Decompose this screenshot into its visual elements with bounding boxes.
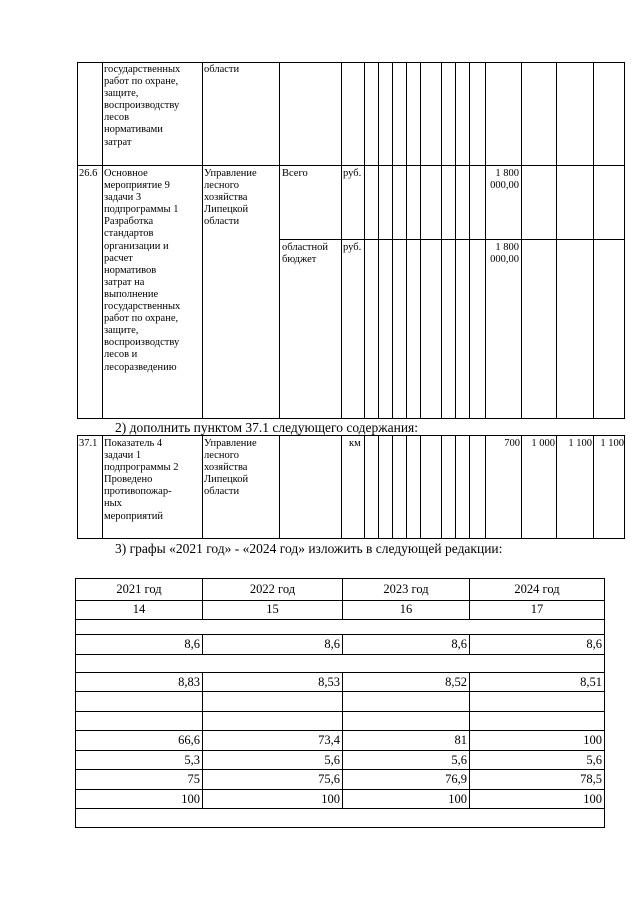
table-cell: 8,83: [178, 675, 200, 689]
table-cell: 8,6: [324, 637, 340, 651]
table-cell: 5,6: [586, 753, 602, 767]
table-cell: 75: [187, 772, 200, 786]
header-2023: 2023 год: [383, 582, 429, 596]
header-2022: 2022 год: [249, 582, 296, 596]
table-cell: 66,6: [178, 733, 200, 747]
paragraph-2: 2) дополнить пунктом 37.1 следующего содержания:: [115, 420, 419, 435]
table-cell: 8,51: [580, 675, 602, 689]
continuation-name-text: государственных работ по охране, защите, воспроизводству лесов нормативами затрат: [104, 64, 181, 148]
table-cell: 81: [454, 733, 467, 747]
row-37-1-name: Показатель 4 задачи 1 подпрограммы 2 Проведено противопожар- ных мероприятий: [104, 438, 179, 522]
header-2021: 2021 год: [116, 582, 162, 596]
row-26-6-unit-regional: руб.: [343, 242, 362, 253]
table-cell: 5,6: [451, 753, 467, 767]
row-26-6-number: 26.6: [79, 168, 98, 179]
table-cell: 100: [583, 792, 602, 806]
col-number-17: 17: [530, 602, 544, 616]
continuation-executor-text: области: [204, 64, 240, 75]
row-26-6-source-regional: областной бюджет: [282, 242, 328, 266]
table-cell: 8,6: [184, 637, 200, 651]
table-cell: 8,6: [451, 637, 467, 651]
row-26-6-name: Основное мероприятие 9 задачи 3 подпрограммы 1 Разработка стандартов организации и расчет нормативов затрат на выполнение государственных работ по охране, защите, воспроизводству лесов и лесоразведению: [104, 168, 181, 373]
table-cell: 76,9: [445, 772, 467, 786]
table-cell: 100: [448, 792, 467, 806]
row-37-1-value-2023: 1 100: [568, 438, 592, 449]
table-cell: 100: [181, 792, 200, 806]
row-37-1-value-2021: 700: [504, 438, 520, 449]
row-26-6-source-total: Всего: [282, 168, 308, 179]
row-26-6-unit-total: руб.: [343, 168, 362, 179]
table-cell: 5,6: [324, 753, 340, 767]
row-37-1-number: 37.1: [79, 438, 98, 449]
table-cell: 100: [321, 792, 340, 806]
row-37-1-executor: Управление лесного хозяйства Липецкой области: [204, 438, 257, 498]
row-37-1-value-2024: 1 100: [600, 438, 624, 449]
paragraph-3: 3) графы «2021 год» - «2024 год» изложить в следующей редакции:: [115, 541, 503, 556]
table-cell: 5,3: [184, 753, 200, 767]
row-37-1-value-2022: 1 000: [531, 438, 555, 449]
col-number-15: 15: [266, 602, 279, 616]
col-number-16: 16: [399, 602, 413, 616]
table-cell: 100: [583, 733, 602, 747]
table-cell: 75,6: [318, 772, 340, 786]
table-cell: 73,4: [318, 733, 340, 747]
header-2024: 2024 год: [514, 582, 560, 596]
row-26-6-amount-total: 1 800 000,00: [490, 168, 519, 192]
table-cell: 8,52: [445, 675, 467, 689]
col-number-14: 14: [132, 602, 146, 616]
table-cell: 8,53: [318, 675, 340, 689]
table-cell: 8,6: [586, 637, 602, 651]
row-26-6-executor: Управление лесного хозяйства Липецкой области: [204, 168, 257, 228]
row-26-6-amount-regional: 1 800 000,00: [490, 242, 519, 266]
table-cell: 78,5: [580, 772, 602, 786]
row-37-1-unit: км: [349, 438, 361, 449]
